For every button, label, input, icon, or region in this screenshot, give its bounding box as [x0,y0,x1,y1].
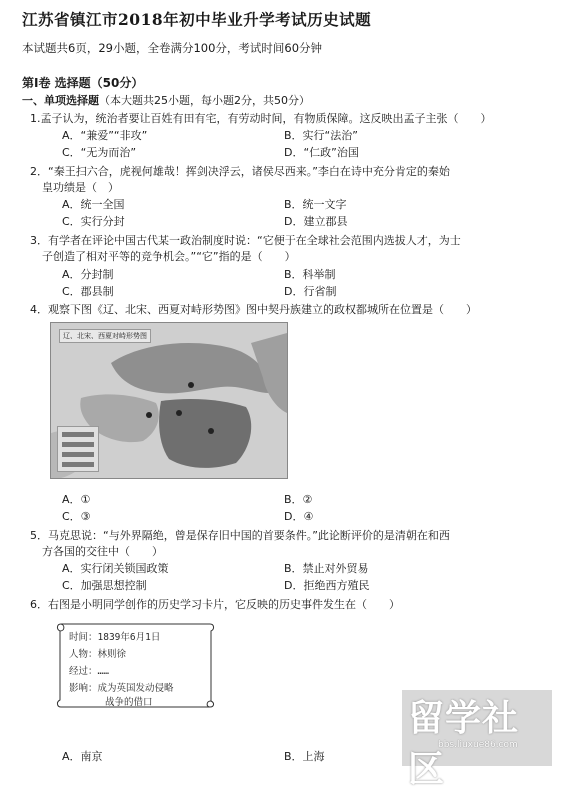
card-process: 经过：…… [69,666,109,677]
watermark-url: bbs.liuxue86.com [438,740,518,750]
q5-option-c: C．加强思想控制 [62,579,147,592]
map-title: 辽、北宋、西夏对峙形势图 [59,329,151,343]
q5-option-b: B．禁止对外贸易 [284,562,369,575]
q4-option-a: A．① [62,493,91,506]
q1-stem: 1.孟子认为，统治者要让百姓有田有宅，有劳动时间，有物质保障。这反映出孟子主张（ ） [30,112,492,125]
q1-option-a: A．“兼爱”“非攻” [62,129,148,142]
watermark-logo-text: 留学社区 [408,698,520,790]
q2-option-a: A．统一全国 [62,198,125,211]
q6-stem: 6．右图是小明同学创作的历史学习卡片，它反映的历史事件发生在（ ） [30,598,400,611]
q1-option-d: D．“仁政”治国 [284,146,359,159]
card-impact-line1: 影响：成为英国发动侵略 [69,683,174,694]
map-legend [57,426,99,472]
card-person: 人物：林则徐 [69,649,127,660]
history-study-card [53,621,218,709]
section-heading [22,92,310,108]
q3-option-b: B．科举制 [284,268,336,281]
q4-option-b: B．② [284,493,313,506]
q5-option-d: D．拒绝西方殖民 [284,579,370,592]
q2-stem-line2: 皇功绩是（ ） [42,181,119,194]
historical-map [50,322,288,479]
q3-stem-line2: 子创造了相对平等的竞争机会。”“它”指的是（ ） [42,250,296,263]
page-title: 江苏省镇江市2018年初中毕业升学考试历史试题 [22,10,372,29]
q2-stem-line1: 2．“秦王扫六合，虎视何雄哉！挥剑决浮云，诸侯尽西来。”李白在诗中充分肯定的秦始 [30,165,450,178]
section-title: 一、单项选择题 [22,94,99,107]
q6-option-b: B．上海 [284,750,325,763]
card-time: 时间：1839年6月1日 [69,632,161,643]
q1-option-b: B．实行“法治” [284,129,358,142]
exam-info: 本试题共6页，29小题，全卷满分100分，考试时间60分钟 [22,41,323,55]
q4-option-d: D．④ [284,510,314,523]
q3-option-c: C．郡县制 [62,285,114,298]
q2-option-c: C．实行分封 [62,215,125,228]
q3-option-d: D．行省制 [284,285,337,298]
q3-stem-line1: 3．有学者在评论中国古代某一政治制度时说：“它便于在全球社会范围内选拔人才，为士 [30,234,461,247]
section-note: （本大题共25小题，每小题2分，共50分） [99,94,310,107]
q2-option-d: D．建立郡县 [284,215,348,228]
q3-option-a: A．分封制 [62,268,114,281]
part-heading: 第Ⅰ卷 选择题（50分） [22,76,144,90]
q1-option-c: C．“无为而治” [62,146,137,159]
q5-option-a: A．实行闭关锁国政策 [62,562,169,575]
card-impact-line2: 战争的借口 [105,697,153,708]
q5-stem-line1: 5．马克思说：“与外界隔绝，曾是保存旧中国的首要条件。”此论断评价的是清朝在和西 [30,529,450,542]
q5-stem-line2: 方各国的交往中（ ） [42,545,163,558]
q2-option-b: B．统一文字 [284,198,347,211]
q4-option-c: C．③ [62,510,91,523]
q4-stem: 4．观察下图《辽、北宋、西夏对峙形势图》图中契丹族建立的政权都城所在位置是（ ） [30,303,477,316]
watermark [402,690,552,790]
q6-option-a: A．南京 [62,750,103,763]
